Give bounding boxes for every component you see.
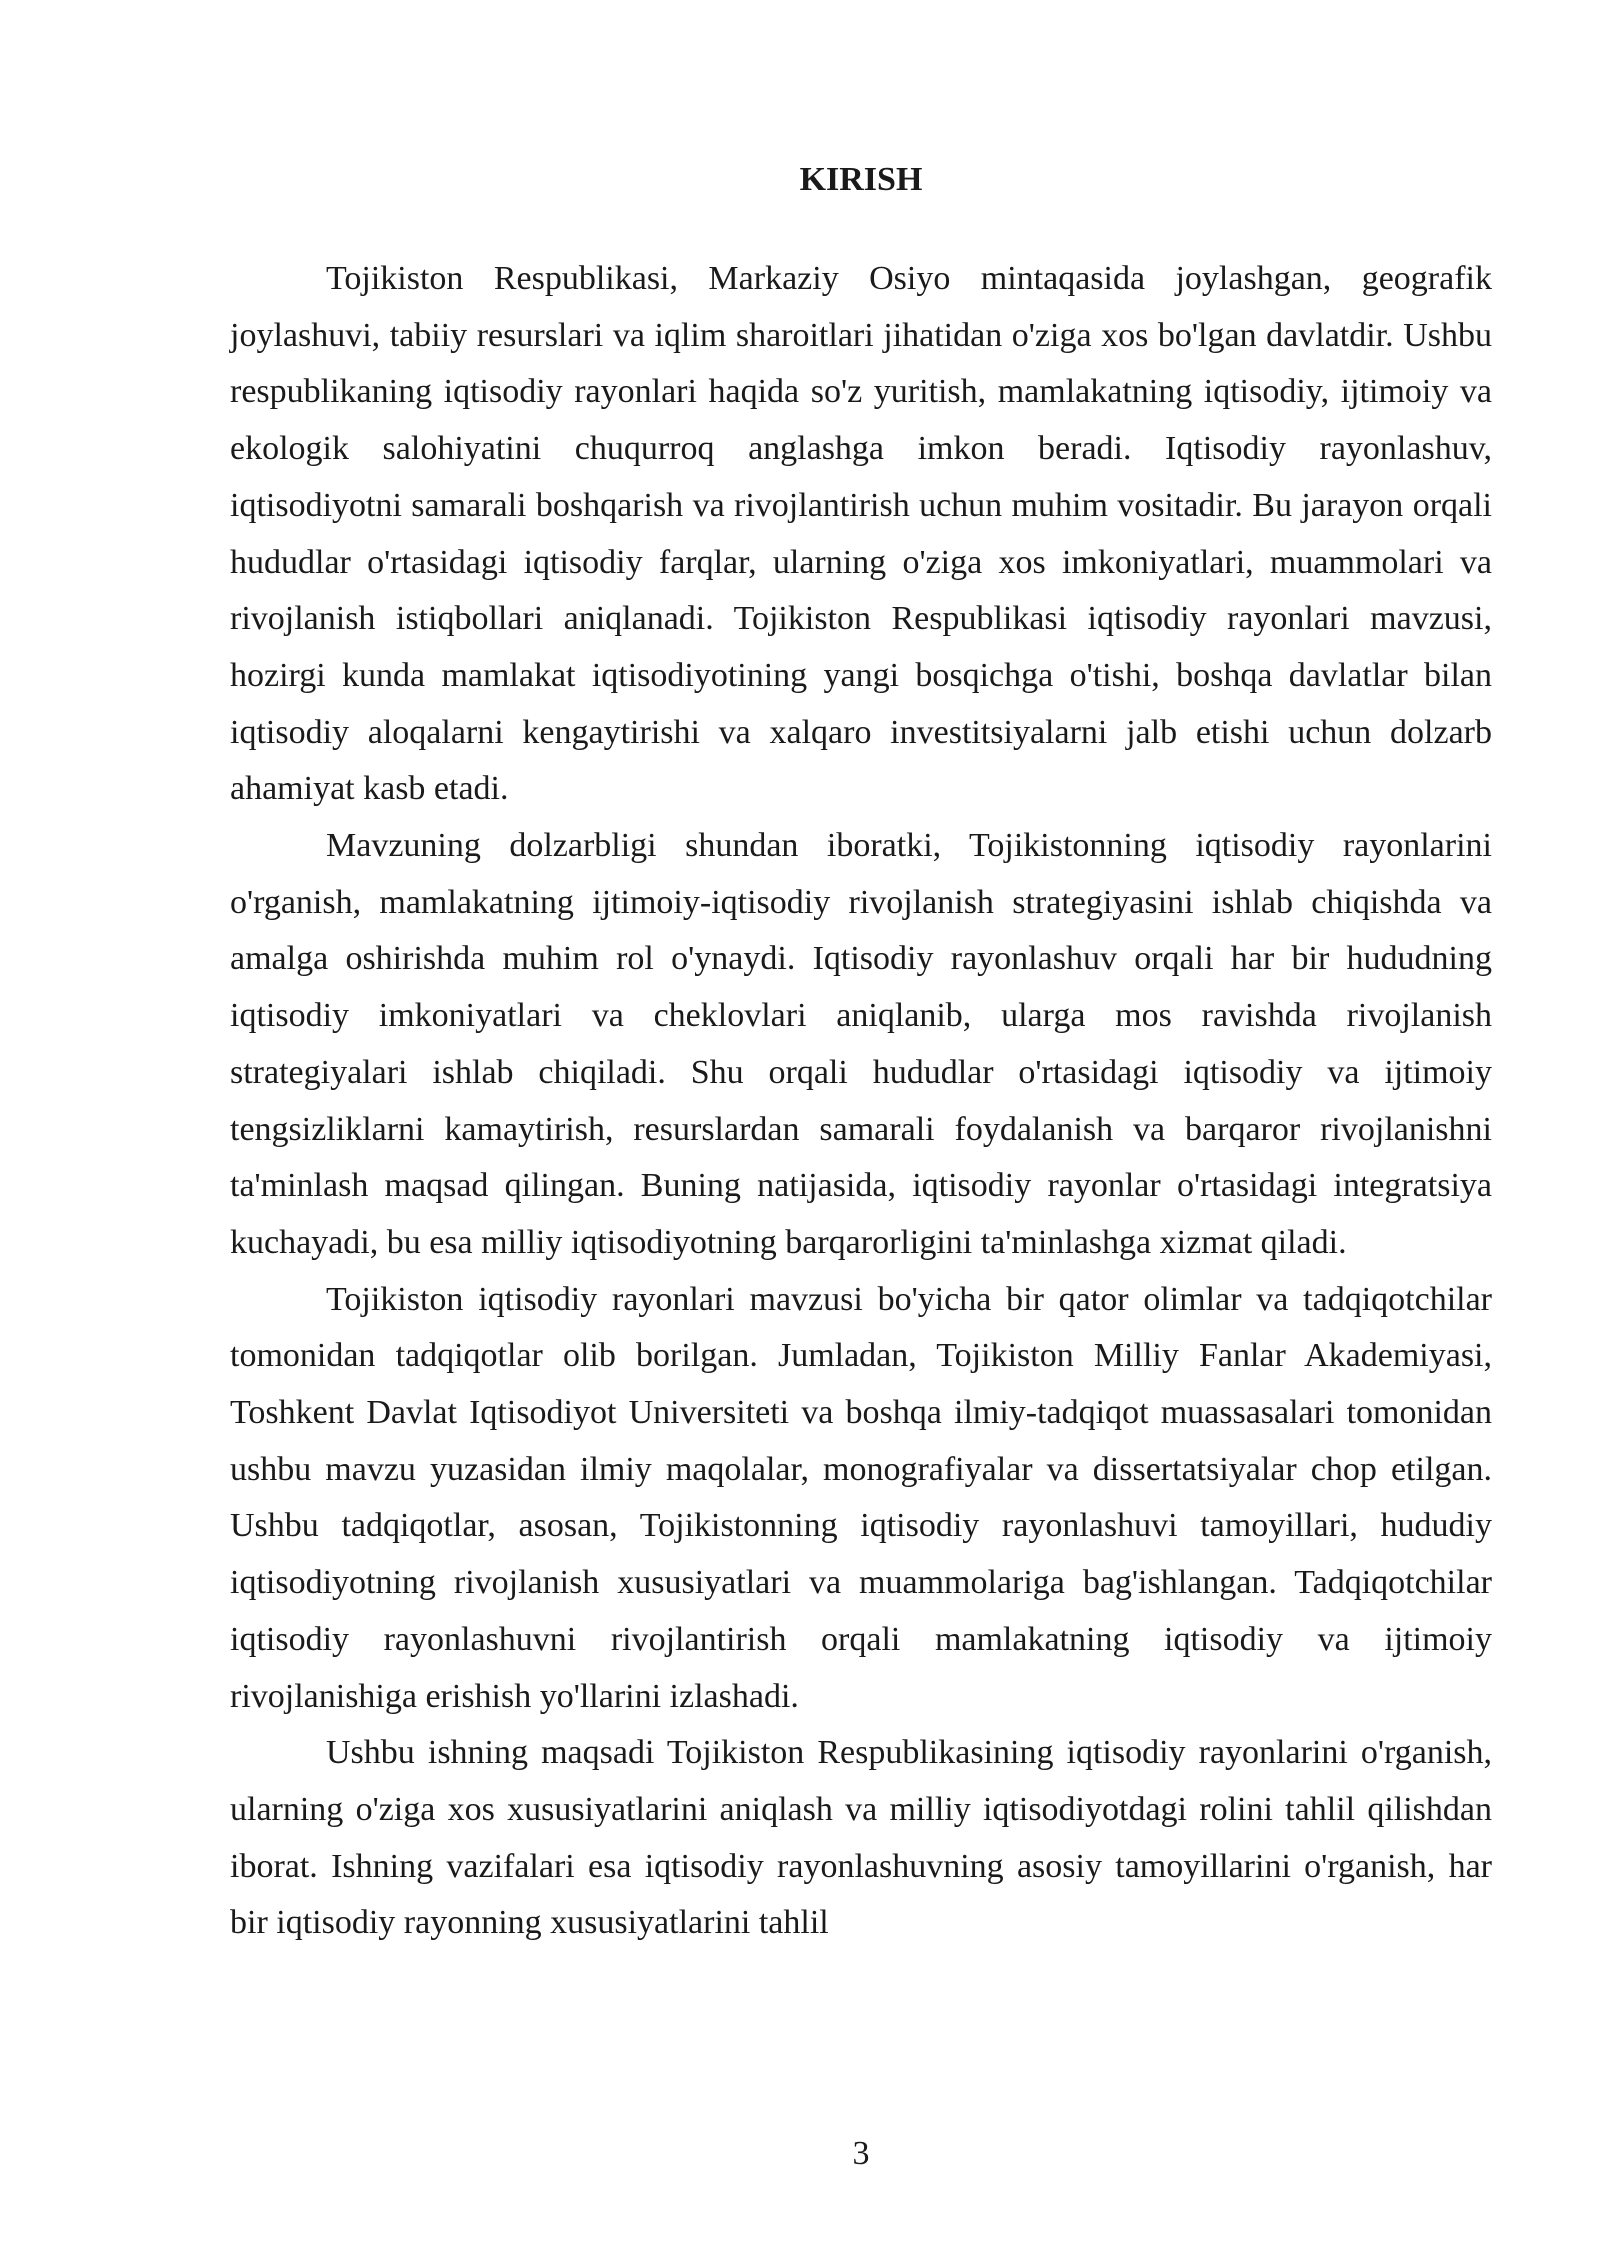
paragraph-goal: Ushbu ishning maqsadi Tojikiston Respublikasining iqtisodiy rayonlarini o'rganish, ularning o'ziga xos xususiyatlarini aniqlash va milliy iqtisodiyotdagi rolini tahlil qilishdan iborat. Ishning vazifalari esa iqtisodiy rayonlashuvning asosiy tamoyillarini o'rganish, har bir iqtisodiy rayonning xususiyatlarini tahlil [230,1734,1492,1942]
paragraph-intro: Tojikiston Respublikasi, Markaziy Osiyo mintaqasida joylashgan, geografik joylashuvi, tabiiy resurslari va iqlim sharoitlari jihatidan o'ziga xos bo'lgan davlatdir. Ushbu respublikaning iqtisodiy rayonlari haqida so'z yuritish, mamlakatning iqtisodiy, ijtimoiy va ekologik salohiyatini chuqurroq anglashga imkon beradi. Iqtisodiy rayonlashuv, iqtisodiyotni samarali boshqarish va rivojlantirish uchun muhim vositadir. Bu jarayon orqali hududlar o'rtasidagi iqtisodiy farqlar, ularning o'ziga xos imkoniyatlari, muammolari va rivojlanish istiqbollari aniqlanadi. Tojikiston Respublikasi iqtisodiy rayonlari mavzusi, hozirgi kunda mamlakat iqtisodiyotining yangi bosqichga o'tishi, boshqa davlatlar bilan iqtisodiy aloqalarni kengaytirishi va xalqaro investitsiyalarni jalb etishi uchun dolzarb ahamiyat kasb etadi. [230,260,1492,808]
page-title: KIRISH [799,161,923,198]
paragraph-relevance: Mavzuning dolzarbligi shundan iboratki, Tojikistonning iqtisodiy rayonlarini o'rganish, mamlakatning ijtimoiy-iqtisodiy rivojlanish strategiyasini ishlab chiqishda va amalga oshirishda muhim rol o'ynaydi. Iqtisodiy rayonlashuv orqali har bir hududning iqtisodiy imkoniyatlari va cheklovlari aniqlanib, ularga mos ravishda rivojlanish strategiyalari ishlab chiqiladi. Shu orqali hududlar o'rtasidagi iqtisodiy va ijtimoiy tengsizliklarni kamaytirish, resurslardan samarali foydalanish va barqaror rivojlanishni ta'minlash maqsad qilingan. Buning natijasida, iqtisodiy rayonlar o'rtasidagi integratsiya kuchayadi, bu esa milliy iqtisodiyotning barqarorligini ta'minlashga xizmat qiladi. [230,827,1492,1261]
paragraph-research: Tojikiston iqtisodiy rayonlari mavzusi bo'yicha bir qator olimlar va tadqiqotchilar tomonidan tadqiqotlar olib borilgan. Jumladan, Tojikiston Milliy Fanlar Akademiyasi, Toshkent Davlat Iqtisodiyot Universiteti va boshqa ilmiy-tadqiqot muassasalari tomonidan ushbu mavzu yuzasidan ilmiy maqolalar, monografiyalar va dissertatsiyalar chop etilgan. Ushbu tadqiqotlar, asosan, Tojikistonning iqtisodiy rayonlashuvi tamoyillari, hududiy iqtisodiyotning rivojlanish xususiyatlari va muammolariga bag'ishlangan. Tadqiqotchilar iqtisodiy rayonlashuvni rivojlantirish orqali mamlakatning iqtisodiy va ijtimoiy rivojlanishiga erishish yo'llarini izlashadi. [230,1280,1492,1715]
body-text [230,251,1492,1952]
page-number: 3 [852,2135,870,2172]
